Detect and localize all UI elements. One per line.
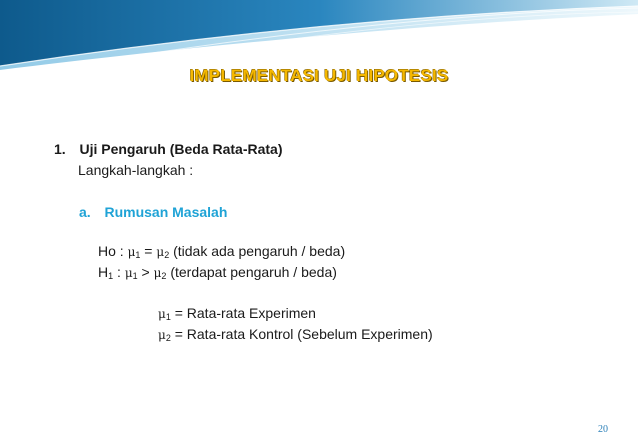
subscript: 2 — [165, 333, 171, 343]
page-number: 20 — [598, 424, 608, 435]
subsection-title: Rumusan Masalah — [104, 204, 228, 220]
alternative-hypothesis — [98, 264, 337, 281]
section-title: Uji Pengaruh (Beda Rata-Rata) — [79, 141, 283, 157]
steps-label: Langkah-langkah : — [78, 162, 194, 178]
subscript: 1 — [135, 250, 141, 260]
mu-symbol: μ — [158, 307, 166, 321]
null-hypothesis — [98, 243, 345, 260]
definition-text: = Rata-rata Experimen — [170, 305, 316, 321]
slide-title: IMPLEMENTASI UJI HIPOTESIS — [189, 66, 449, 85]
mu-symbol: μ — [158, 328, 166, 342]
subscript: 2 — [161, 271, 167, 281]
subscript: 2 — [164, 250, 170, 260]
mu-symbol: μ — [124, 266, 133, 280]
h1-prefix: : — [113, 264, 125, 280]
subscript: 1 — [165, 312, 171, 322]
operator: = — [140, 243, 157, 259]
section-heading — [54, 141, 283, 157]
mu-symbol: μ — [156, 245, 165, 259]
subsection-heading — [79, 204, 227, 220]
h1-letter: H — [98, 264, 109, 280]
operator: > — [137, 264, 154, 280]
definition-text: = Rata-rata Kontrol (Sebelum Experimen) — [170, 326, 433, 342]
definition-mu1 — [158, 305, 316, 322]
ho-description: (tidak ada pengaruh / beda) — [169, 243, 346, 259]
ho-prefix: Ho : — [98, 243, 128, 259]
definition-mu2 — [158, 326, 433, 343]
h1-description: (terdapat pengaruh / beda) — [166, 264, 337, 280]
subscript: 1 — [132, 271, 138, 281]
section-number: 1. — [54, 141, 66, 157]
subsection-letter: a. — [79, 204, 91, 220]
mu-symbol: μ — [127, 245, 136, 259]
header-wave-decoration — [0, 0, 638, 70]
mu-symbol: μ — [153, 266, 162, 280]
subscript: 1 — [108, 271, 114, 281]
